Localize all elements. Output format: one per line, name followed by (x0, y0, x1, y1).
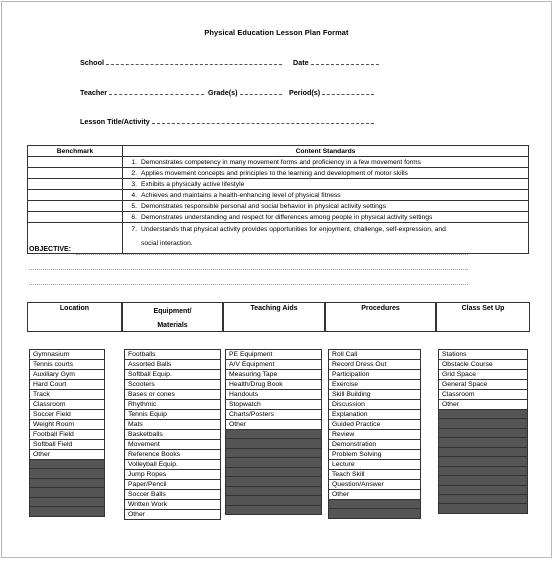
class-setup-list (438, 349, 528, 514)
shaded-cell (329, 509, 421, 518)
benchmark-header: Benchmark (28, 146, 123, 157)
procedure-item[interactable]: Skill Building (329, 390, 421, 400)
class-setup-item[interactable]: Classroom (439, 390, 528, 400)
teaching-aid-item[interactable]: A/V Equipment (226, 360, 322, 370)
date-field (293, 58, 379, 67)
shaded-cell (30, 460, 105, 469)
shaded-cell (226, 430, 322, 439)
benchmark-cell[interactable] (28, 157, 123, 168)
equipment-item[interactable]: Written Work (125, 500, 221, 510)
shaded-cell (30, 478, 105, 487)
equipment-item[interactable]: Paper/Pencil (125, 480, 221, 490)
content-standards-header: Content Standards (123, 146, 529, 157)
shaded-cell (30, 497, 105, 506)
shaded-cell (439, 485, 528, 494)
teaching-aid-item[interactable]: PE Equipment (226, 350, 322, 360)
location-item[interactable]: Softball Field (30, 440, 105, 450)
lesson-title-line[interactable] (152, 117, 374, 124)
location-item[interactable]: Football Field (30, 430, 105, 440)
class-setup-item[interactable]: Obstacle Course (439, 360, 528, 370)
date-line[interactable] (311, 58, 379, 65)
equipment-item[interactable]: Softball Equip. (125, 370, 221, 380)
procedures-list (328, 349, 421, 519)
teaching-aid-item[interactable]: Measuring Tape (226, 370, 322, 380)
school-field (80, 58, 282, 67)
shaded-cell (226, 467, 322, 476)
grades-field (208, 88, 282, 97)
benchmark-cell[interactable] (28, 168, 123, 179)
equipment-item[interactable]: Mats (125, 420, 221, 430)
shaded-cell (30, 469, 105, 478)
standard-item: 5. Demonstrates responsible personal and social behavior in physical activity settings (123, 201, 529, 212)
location-header: Location (27, 302, 122, 332)
equipment-list (124, 349, 221, 520)
shaded-cell (439, 466, 528, 475)
shaded-cell (439, 504, 528, 513)
shaded-cell (329, 500, 421, 509)
location-item[interactable]: Hard Court (30, 380, 105, 390)
procedure-item[interactable]: Lecture (329, 460, 421, 470)
standard-item: 4. Achieves and maintains a health-enhancing level of physical fitness (123, 190, 529, 201)
shaded-cell (226, 486, 322, 495)
shaded-cell (439, 428, 528, 437)
shaded-cell (439, 438, 528, 447)
equipment-item[interactable]: Tennis Equip (125, 410, 221, 420)
shaded-cell (439, 419, 528, 428)
location-item[interactable]: Auxiliary Gym (30, 370, 105, 380)
teaching-aid-item[interactable]: Charts/Posters (226, 410, 322, 420)
shaded-cell (30, 488, 105, 497)
teaching-aid-item[interactable]: Handouts (226, 390, 322, 400)
procedure-item[interactable]: Guided Practice (329, 420, 421, 430)
procedure-item[interactable]: Participation (329, 370, 421, 380)
equipment-item[interactable]: Rhythmic (125, 400, 221, 410)
page-title: Physical Education Lesson Plan Format (204, 28, 349, 37)
equipment-item[interactable]: Reference Books (125, 450, 221, 460)
procedure-item[interactable]: Teach Skill (329, 470, 421, 480)
procedure-item[interactable]: Roll Call (329, 350, 421, 360)
class-setup-item[interactable]: General Space (439, 380, 528, 390)
equipment-item[interactable]: Assorted Balls (125, 360, 221, 370)
equipment-item[interactable]: Basketballs (125, 430, 221, 440)
location-item[interactable]: Tennis courts (30, 360, 105, 370)
class-setup-item[interactable]: Grid Space (439, 370, 528, 380)
location-item[interactable]: Weight Room (30, 420, 105, 430)
objective-label: OBJECTIVE: (29, 246, 72, 253)
objective-line[interactable] (29, 284, 468, 285)
class-setup-item[interactable]: Other (439, 400, 528, 410)
standard-item: 3. Exhibits a physically active lifestyle (123, 179, 529, 190)
procedure-item[interactable]: Other (329, 490, 421, 500)
standards-table (27, 145, 529, 254)
standard-item: 7. Understands that physical activity provides opportunities for enjoyment, challenge, self-expression, and social interaction. (123, 223, 529, 254)
shaded-cell (439, 410, 528, 419)
periods-label: Period(s) (289, 88, 321, 97)
procedure-item[interactable]: Record Dress Out (329, 360, 421, 370)
objective-line[interactable] (29, 269, 468, 270)
teacher-label: Teacher (80, 88, 108, 97)
shaded-cell (439, 457, 528, 466)
location-item[interactable]: Gymnasium (30, 350, 105, 360)
teacher-line[interactable] (109, 88, 204, 95)
equipment-item[interactable]: Movement (125, 440, 221, 450)
procedure-item[interactable]: Question/Answer (329, 480, 421, 490)
teaching-aid-item[interactable]: Stopwatch (226, 400, 322, 410)
shaded-cell (226, 439, 322, 448)
equipment-item[interactable]: Footballs (125, 350, 221, 360)
shaded-cell (439, 476, 528, 485)
location-item[interactable]: Track (30, 390, 105, 400)
procedures-header: Procedures (325, 302, 436, 332)
equipment-item[interactable]: Scooters (125, 380, 221, 390)
class-setup-item[interactable]: Stations (439, 350, 528, 360)
teaching-aid-item[interactable]: Health/Drug Book (226, 380, 322, 390)
shaded-cell (226, 448, 322, 457)
equipment-item[interactable]: Jump Ropes (125, 470, 221, 480)
shaded-cell (439, 494, 528, 503)
school-line[interactable] (106, 58, 282, 65)
class-setup-header: Class Set Up (436, 302, 530, 332)
shaded-cell (226, 458, 322, 467)
equipment-item[interactable]: Other (125, 510, 221, 520)
equipment-header: Equipment/ Materials (122, 302, 223, 332)
location-item[interactable]: Classroom (30, 400, 105, 410)
teaching-aids-header: Teaching Aids (223, 302, 325, 332)
grades-line[interactable] (240, 88, 282, 95)
shaded-cell (226, 477, 322, 486)
procedure-item[interactable]: Problem Solving (329, 450, 421, 460)
equipment-item[interactable]: Soccer Balls (125, 490, 221, 500)
date-label: Date (293, 58, 309, 67)
shaded-cell (439, 447, 528, 456)
lesson-plan-page (1, 1, 552, 558)
benchmark-cell[interactable] (28, 201, 123, 212)
location-item[interactable]: Soccer Field (30, 410, 105, 420)
grades-label: Grade(s) (208, 88, 238, 97)
benchmark-cell[interactable] (28, 190, 123, 201)
benchmark-cell[interactable] (28, 179, 123, 190)
location-list (29, 349, 105, 517)
procedure-item[interactable]: Demonstration (329, 440, 421, 450)
lesson-title-field (80, 117, 374, 126)
standard-item: 6. Demonstrates understanding and respect for differences among people in physical activity settings (123, 212, 529, 223)
shaded-cell (226, 505, 322, 514)
shaded-cell (30, 507, 105, 516)
periods-line[interactable] (322, 88, 374, 95)
equipment-item[interactable]: Volleyball Equip. (125, 460, 221, 470)
teaching-aid-item[interactable]: Other (226, 420, 322, 430)
shaded-cell (226, 496, 322, 505)
procedure-item[interactable]: Review (329, 430, 421, 440)
periods-field (289, 88, 374, 97)
standard-item: 1. Demonstrates competency in many movement forms and proficiency in a few movement forms (123, 157, 529, 168)
standard-item: 2. Applies movement concepts and principles to the learning and development of motor skills (123, 168, 529, 179)
teaching-aids-list (225, 349, 322, 515)
procedure-item[interactable]: Exercise (329, 380, 421, 390)
school-label: School (80, 58, 104, 67)
procedure-item[interactable]: Discussion (329, 400, 421, 410)
lesson-title-label: Lesson Title/Activity (80, 117, 150, 126)
teacher-field (80, 88, 204, 97)
procedure-item[interactable]: Explanation (329, 410, 421, 420)
equipment-item[interactable]: Bases or cones (125, 390, 221, 400)
benchmark-cell[interactable] (28, 212, 123, 223)
location-item[interactable]: Other (30, 450, 105, 460)
objective-line[interactable] (76, 254, 468, 255)
